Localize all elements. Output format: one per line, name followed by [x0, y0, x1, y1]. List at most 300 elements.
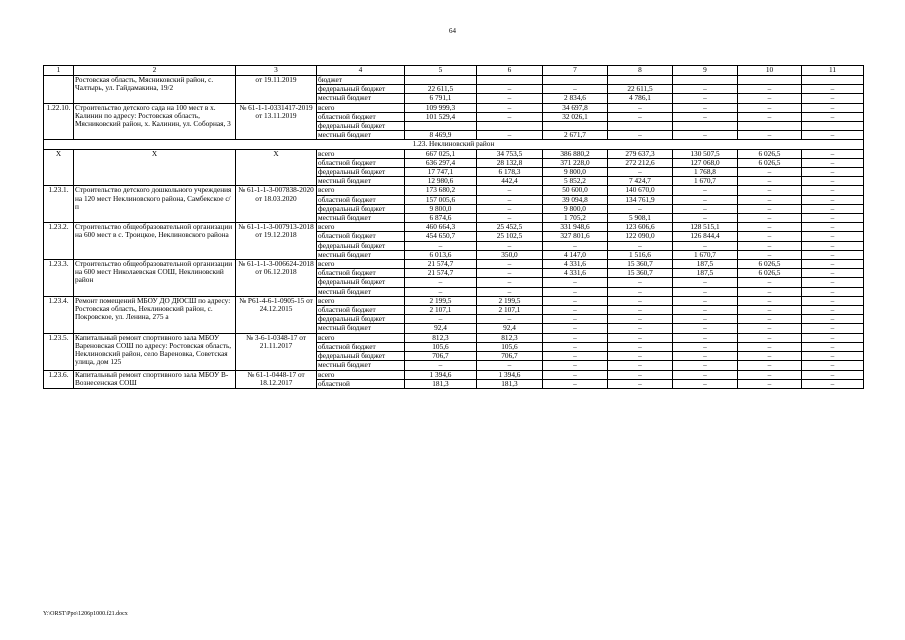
- value-cell: –: [477, 269, 543, 278]
- value-cell: –: [738, 232, 802, 241]
- value-cell: 128 515,1: [673, 223, 738, 232]
- value-cell: 6 026,5: [738, 269, 802, 278]
- value-cell: –: [802, 287, 864, 296]
- budget-type: всего: [317, 103, 405, 112]
- value-cell: –: [802, 85, 864, 94]
- value-cell: –: [608, 131, 673, 140]
- value-cell: 812,3: [405, 333, 477, 342]
- budget-type: областной бюджет: [317, 306, 405, 315]
- value-cell: 5 852,2: [543, 177, 608, 186]
- value-cell: 126 844,4: [673, 232, 738, 241]
- budget-type: местный бюджет: [317, 250, 405, 259]
- budget-type: областной бюджет: [317, 342, 405, 351]
- item-code: 1.23.4.: [44, 296, 74, 333]
- value-cell: –: [673, 342, 738, 351]
- value-cell: –: [543, 241, 608, 250]
- value-cell: –: [802, 195, 864, 204]
- value-cell: 812,3: [477, 333, 543, 342]
- budget-type: федеральный бюджет: [317, 241, 405, 250]
- value-cell: –: [802, 269, 864, 278]
- value-cell: –: [543, 352, 608, 361]
- value-cell: 327 801,6: [543, 232, 608, 241]
- value-cell: –: [802, 370, 864, 379]
- value-cell: –: [477, 315, 543, 324]
- value-cell: 386 880,2: [543, 149, 608, 158]
- value-cell: 9 800,0: [543, 168, 608, 177]
- budget-type: федеральный бюджет: [317, 352, 405, 361]
- value-cell: 6 874,6: [405, 214, 477, 223]
- value-cell: –: [802, 306, 864, 315]
- value-cell: –: [738, 342, 802, 351]
- value-cell: –: [738, 278, 802, 287]
- value-cell: 105,6: [405, 342, 477, 351]
- value-cell: 25 102,5: [477, 232, 543, 241]
- budget-type: местный бюджет: [317, 214, 405, 223]
- value-cell: –: [738, 85, 802, 94]
- value-cell: –: [608, 379, 673, 388]
- value-cell: 9 800,0: [405, 204, 477, 213]
- value-cell: –: [802, 177, 864, 186]
- value-cell: –: [802, 149, 864, 158]
- column-header: 6: [477, 66, 543, 76]
- value-cell: [673, 122, 738, 131]
- value-cell: –: [477, 260, 543, 269]
- value-cell: –: [673, 131, 738, 140]
- value-cell: 667 025,1: [405, 149, 477, 158]
- value-cell: 7 424,7: [608, 177, 673, 186]
- value-cell: 350,0: [477, 250, 543, 259]
- budget-type: федеральный бюджет: [317, 122, 405, 131]
- value-cell: –: [673, 195, 738, 204]
- column-header: 7: [543, 66, 608, 76]
- value-cell: 12 980,6: [405, 177, 477, 186]
- value-cell: –: [673, 370, 738, 379]
- value-cell: 1 705,2: [543, 214, 608, 223]
- value-cell: –: [738, 361, 802, 370]
- value-cell: –: [802, 352, 864, 361]
- value-cell: 181,3: [477, 379, 543, 388]
- value-cell: 187,5: [673, 269, 738, 278]
- column-header: 3: [236, 66, 317, 76]
- value-cell: –: [608, 241, 673, 250]
- value-cell: 4 786,1: [608, 94, 673, 103]
- value-cell: 1 394,6: [477, 370, 543, 379]
- value-cell: 50 600,0: [543, 186, 608, 195]
- budget-type: всего: [317, 186, 405, 195]
- value-cell: 15 360,7: [608, 260, 673, 269]
- value-cell: –: [673, 204, 738, 213]
- value-cell: –: [738, 296, 802, 305]
- value-cell: –: [405, 315, 477, 324]
- value-cell: 32 026,1: [543, 112, 608, 121]
- value-cell: 636 297,4: [405, 158, 477, 167]
- district-row: [44, 140, 864, 149]
- table-row: [44, 149, 864, 158]
- budget-type: местный бюджет: [317, 361, 405, 370]
- value-cell: –: [405, 278, 477, 287]
- value-cell: 1 670,7: [673, 250, 738, 259]
- value-cell: –: [608, 342, 673, 351]
- value-cell: –: [608, 333, 673, 342]
- item-document: № 61-1-1-3-006624-2018 от 06.12.2018: [236, 260, 317, 297]
- value-cell: –: [738, 287, 802, 296]
- budget-type: всего: [317, 223, 405, 232]
- value-cell: 9 800,0: [543, 204, 608, 213]
- value-cell: 1 768,8: [673, 168, 738, 177]
- value-cell: –: [673, 352, 738, 361]
- value-cell: –: [738, 177, 802, 186]
- budget-type: всего: [317, 370, 405, 379]
- value-cell: –: [802, 278, 864, 287]
- item-document: № 3-6-1-0348-17 от 21.11.2017: [236, 333, 317, 370]
- value-cell: –: [738, 352, 802, 361]
- value-cell: –: [608, 204, 673, 213]
- budget-type: местный бюджет: [317, 287, 405, 296]
- budget-type: федеральный бюджет: [317, 204, 405, 213]
- value-cell: –: [802, 112, 864, 121]
- value-cell: 1 516,6: [608, 250, 673, 259]
- value-cell: 21 574,7: [405, 269, 477, 278]
- budget-type: всего: [317, 260, 405, 269]
- item-name: Капитальный ремонт спортивного зала МБОУ Вареновская СОШ по адресу: Ростовская область, Неклиновский район, село Вареновка, Советская улица, дом 125: [74, 333, 236, 370]
- value-cell: –: [738, 195, 802, 204]
- header-row: [44, 66, 864, 76]
- budget-type: областной бюджет: [317, 269, 405, 278]
- value-cell: –: [802, 168, 864, 177]
- item-code: 1.23.1.: [44, 186, 74, 223]
- budget-type: областной бюджет: [317, 158, 405, 167]
- value-cell: 34 697,8: [543, 103, 608, 112]
- value-cell: –: [802, 361, 864, 370]
- value-cell: –: [738, 333, 802, 342]
- budget-type: местный бюджет: [317, 177, 405, 186]
- value-cell: [738, 122, 802, 131]
- value-cell: –: [673, 287, 738, 296]
- item-code: 1.23.3.: [44, 260, 74, 297]
- value-cell: –: [738, 214, 802, 223]
- budget-type: областной бюджет: [317, 195, 405, 204]
- value-cell: [608, 76, 673, 85]
- value-cell: [802, 122, 864, 131]
- item-name: Ремонт помещений МБОУ ДО ДЮСШ по адресу: Ростовская область, Неклиновский район, с. Покровское, ул. Ленина, 275 а: [74, 296, 236, 333]
- value-cell: –: [738, 112, 802, 121]
- budget-type: местный бюджет: [317, 324, 405, 333]
- value-cell: –: [543, 296, 608, 305]
- item-document: от 19.11.2019: [236, 76, 317, 104]
- value-cell: –: [477, 186, 543, 195]
- value-cell: 371 228,0: [543, 158, 608, 167]
- value-cell: 6 178,3: [477, 168, 543, 177]
- item-code: Х: [44, 149, 74, 186]
- value-cell: 2 834,6: [543, 94, 608, 103]
- value-cell: –: [802, 94, 864, 103]
- value-cell: –: [802, 296, 864, 305]
- value-cell: 22 611,5: [608, 85, 673, 94]
- column-header: 5: [405, 66, 477, 76]
- value-cell: 21 574,7: [405, 260, 477, 269]
- value-cell: –: [802, 241, 864, 250]
- value-cell: 92,4: [405, 324, 477, 333]
- footer-path: Y:\ORST\Ppo\1206p1000.f21.docx: [43, 611, 128, 617]
- value-cell: –: [608, 168, 673, 177]
- value-cell: [608, 122, 673, 131]
- value-cell: –: [477, 278, 543, 287]
- table-row: [44, 260, 864, 269]
- table-row: [44, 370, 864, 379]
- value-cell: –: [802, 250, 864, 259]
- value-cell: –: [738, 324, 802, 333]
- value-cell: –: [543, 315, 608, 324]
- value-cell: 34 753,5: [477, 149, 543, 158]
- budget-type: федеральный бюджет: [317, 315, 405, 324]
- column-header: 1: [44, 66, 74, 76]
- value-cell: –: [673, 379, 738, 388]
- value-cell: –: [543, 379, 608, 388]
- value-cell: –: [608, 296, 673, 305]
- value-cell: –: [477, 287, 543, 296]
- value-cell: –: [673, 241, 738, 250]
- value-cell: –: [673, 296, 738, 305]
- value-cell: –: [673, 306, 738, 315]
- column-header: 8: [608, 66, 673, 76]
- item-name: Капитальный ремонт спортивного зала МБОУ В-Вознесенская СОШ: [74, 370, 236, 388]
- column-header: 9: [673, 66, 738, 76]
- value-cell: 101 529,4: [405, 112, 477, 121]
- item-name: Ростовская область, Мясниковский район, с. Чалтырь, ул. Гайдамакина, 19/2: [74, 76, 236, 104]
- value-cell: –: [543, 361, 608, 370]
- value-cell: 127 068,0: [673, 158, 738, 167]
- item-name: Строительство общеобразовательной организации на 600 мест Николаевская СОШ, Неклиновский район: [74, 260, 236, 297]
- value-cell: –: [608, 306, 673, 315]
- value-cell: 706,7: [405, 352, 477, 361]
- value-cell: 5 908,1: [608, 214, 673, 223]
- value-cell: [673, 76, 738, 85]
- value-cell: –: [543, 370, 608, 379]
- value-cell: 6 013,6: [405, 250, 477, 259]
- value-cell: 122 090,0: [608, 232, 673, 241]
- budget-type: областной: [317, 379, 405, 388]
- value-cell: –: [608, 112, 673, 121]
- budget-type: федеральный бюджет: [317, 85, 405, 94]
- value-cell: –: [673, 85, 738, 94]
- value-cell: –: [738, 379, 802, 388]
- value-cell: –: [477, 204, 543, 213]
- value-cell: –: [477, 85, 543, 94]
- value-cell: 2 671,7: [543, 131, 608, 140]
- value-cell: 6 026,5: [738, 149, 802, 158]
- budget-type: бюджет: [317, 76, 405, 85]
- value-cell: –: [802, 342, 864, 351]
- value-cell: –: [802, 186, 864, 195]
- value-cell: 15 360,7: [608, 269, 673, 278]
- budget-table: [43, 65, 864, 389]
- value-cell: [405, 122, 477, 131]
- value-cell: 6 026,5: [738, 260, 802, 269]
- value-cell: –: [477, 103, 543, 112]
- value-cell: [477, 76, 543, 85]
- item-code: 1.22.10.: [44, 103, 74, 140]
- value-cell: –: [673, 112, 738, 121]
- value-cell: –: [608, 324, 673, 333]
- value-cell: –: [405, 241, 477, 250]
- budget-type: всего: [317, 296, 405, 305]
- budget-type: местный бюджет: [317, 131, 405, 140]
- value-cell: –: [738, 168, 802, 177]
- item-document: Х: [236, 149, 317, 186]
- value-cell: 706,7: [477, 352, 543, 361]
- value-cell: –: [738, 241, 802, 250]
- value-cell: –: [802, 131, 864, 140]
- value-cell: 130 507,5: [673, 149, 738, 158]
- value-cell: –: [405, 361, 477, 370]
- value-cell: 134 761,9: [608, 195, 673, 204]
- value-cell: 4 331,6: [543, 269, 608, 278]
- value-cell: –: [673, 94, 738, 103]
- value-cell: –: [738, 315, 802, 324]
- budget-type: федеральный бюджет: [317, 278, 405, 287]
- value-cell: 460 664,3: [405, 223, 477, 232]
- table-row: [44, 186, 864, 195]
- value-cell: –: [738, 306, 802, 315]
- value-cell: 123 606,6: [608, 223, 673, 232]
- value-cell: –: [477, 214, 543, 223]
- value-cell: –: [543, 342, 608, 351]
- budget-type: всего: [317, 333, 405, 342]
- budget-type: местный бюджет: [317, 94, 405, 103]
- table-row: [44, 223, 864, 232]
- value-cell: –: [738, 204, 802, 213]
- budget-type: всего: [317, 149, 405, 158]
- value-cell: –: [738, 370, 802, 379]
- value-cell: –: [543, 324, 608, 333]
- value-cell: 454 650,7: [405, 232, 477, 241]
- value-cell: 22 611,5: [405, 85, 477, 94]
- value-cell: 4 147,0: [543, 250, 608, 259]
- budget-type: федеральный бюджет: [317, 168, 405, 177]
- item-document: № 61-1-1-3-007913-2018 от 19.12.2018: [236, 223, 317, 260]
- value-cell: –: [802, 158, 864, 167]
- value-cell: 173 680,2: [405, 186, 477, 195]
- value-cell: –: [802, 214, 864, 223]
- value-cell: 28 132,8: [477, 158, 543, 167]
- value-cell: –: [673, 333, 738, 342]
- item-document: № 61-1-1-3-007838-2020 от 18.03.2020: [236, 186, 317, 223]
- value-cell: –: [477, 112, 543, 121]
- value-cell: 2 107,1: [405, 306, 477, 315]
- value-cell: –: [608, 361, 673, 370]
- table-row: [44, 296, 864, 305]
- value-cell: [738, 76, 802, 85]
- value-cell: 8 469,9: [405, 131, 477, 140]
- item-name: Строительство общеобразовательной организации на 600 мест в с. Троицкое, Неклиновского района: [74, 223, 236, 260]
- column-header: 2: [74, 66, 236, 76]
- value-cell: 4 331,6: [543, 260, 608, 269]
- value-cell: [543, 122, 608, 131]
- value-cell: 157 005,6: [405, 195, 477, 204]
- value-cell: –: [673, 324, 738, 333]
- value-cell: [802, 76, 864, 85]
- value-cell: 2 199,5: [477, 296, 543, 305]
- value-cell: –: [543, 306, 608, 315]
- value-cell: 140 670,0: [608, 186, 673, 195]
- value-cell: –: [477, 195, 543, 204]
- item-document: № 61-1-0448-17 от 18.12.2017: [236, 370, 317, 388]
- value-cell: –: [802, 260, 864, 269]
- value-cell: –: [608, 287, 673, 296]
- value-cell: –: [608, 315, 673, 324]
- table-row: [44, 103, 864, 112]
- value-cell: –: [477, 361, 543, 370]
- value-cell: –: [608, 103, 673, 112]
- value-cell: 6 791,1: [405, 94, 477, 103]
- value-cell: –: [673, 103, 738, 112]
- value-cell: 1 670,7: [673, 177, 738, 186]
- value-cell: –: [673, 361, 738, 370]
- item-code: 1.23.2.: [44, 223, 74, 260]
- value-cell: –: [543, 287, 608, 296]
- value-cell: –: [802, 315, 864, 324]
- item-name: Строительство детского дошкольного учреждения на 120 мест Неклиновского района, Самбекское с/п: [74, 186, 236, 223]
- value-cell: –: [543, 333, 608, 342]
- value-cell: –: [477, 94, 543, 103]
- table-row: [44, 333, 864, 342]
- item-name: Х: [74, 149, 236, 186]
- budget-type: областной бюджет: [317, 232, 405, 241]
- value-cell: –: [477, 131, 543, 140]
- item-document: № 61-1-1-0331417-2019 от 13.11.2019: [236, 103, 317, 140]
- value-cell: [405, 76, 477, 85]
- value-cell: –: [802, 204, 864, 213]
- district-title: 1.23. Неклиновский район: [44, 140, 864, 149]
- value-cell: 2 199,5: [405, 296, 477, 305]
- value-cell: 6 026,5: [738, 158, 802, 167]
- value-cell: 17 747,1: [405, 168, 477, 177]
- value-cell: –: [802, 223, 864, 232]
- value-cell: 25 452,5: [477, 223, 543, 232]
- value-cell: 272 212,6: [608, 158, 673, 167]
- value-cell: –: [477, 241, 543, 250]
- column-header: 10: [738, 66, 802, 76]
- item-code: [44, 76, 74, 104]
- value-cell: 92,4: [477, 324, 543, 333]
- value-cell: –: [738, 223, 802, 232]
- value-cell: –: [543, 278, 608, 287]
- value-cell: 187,5: [673, 260, 738, 269]
- value-cell: 2 107,1: [477, 306, 543, 315]
- budget-type: областной бюджет: [317, 112, 405, 121]
- value-cell: –: [738, 186, 802, 195]
- value-cell: 105,6: [477, 342, 543, 351]
- item-code: 1.23.6.: [44, 370, 74, 388]
- value-cell: –: [543, 85, 608, 94]
- value-cell: 109 999,3: [405, 103, 477, 112]
- value-cell: –: [608, 352, 673, 361]
- value-cell: 331 948,6: [543, 223, 608, 232]
- page-number: 64: [449, 27, 456, 35]
- column-header: 11: [802, 66, 864, 76]
- value-cell: [477, 122, 543, 131]
- value-cell: [543, 76, 608, 85]
- item-name: Строительство детского сада на 100 мест в х. Калинин по адресу: Ростовская область, Мясниковский район, х. Калинин, ул. Соборная, 3: [74, 103, 236, 140]
- value-cell: –: [673, 278, 738, 287]
- value-cell: 442,4: [477, 177, 543, 186]
- value-cell: –: [802, 324, 864, 333]
- value-cell: –: [673, 214, 738, 223]
- value-cell: –: [802, 232, 864, 241]
- value-cell: –: [673, 315, 738, 324]
- value-cell: 1 394,6: [405, 370, 477, 379]
- value-cell: –: [673, 186, 738, 195]
